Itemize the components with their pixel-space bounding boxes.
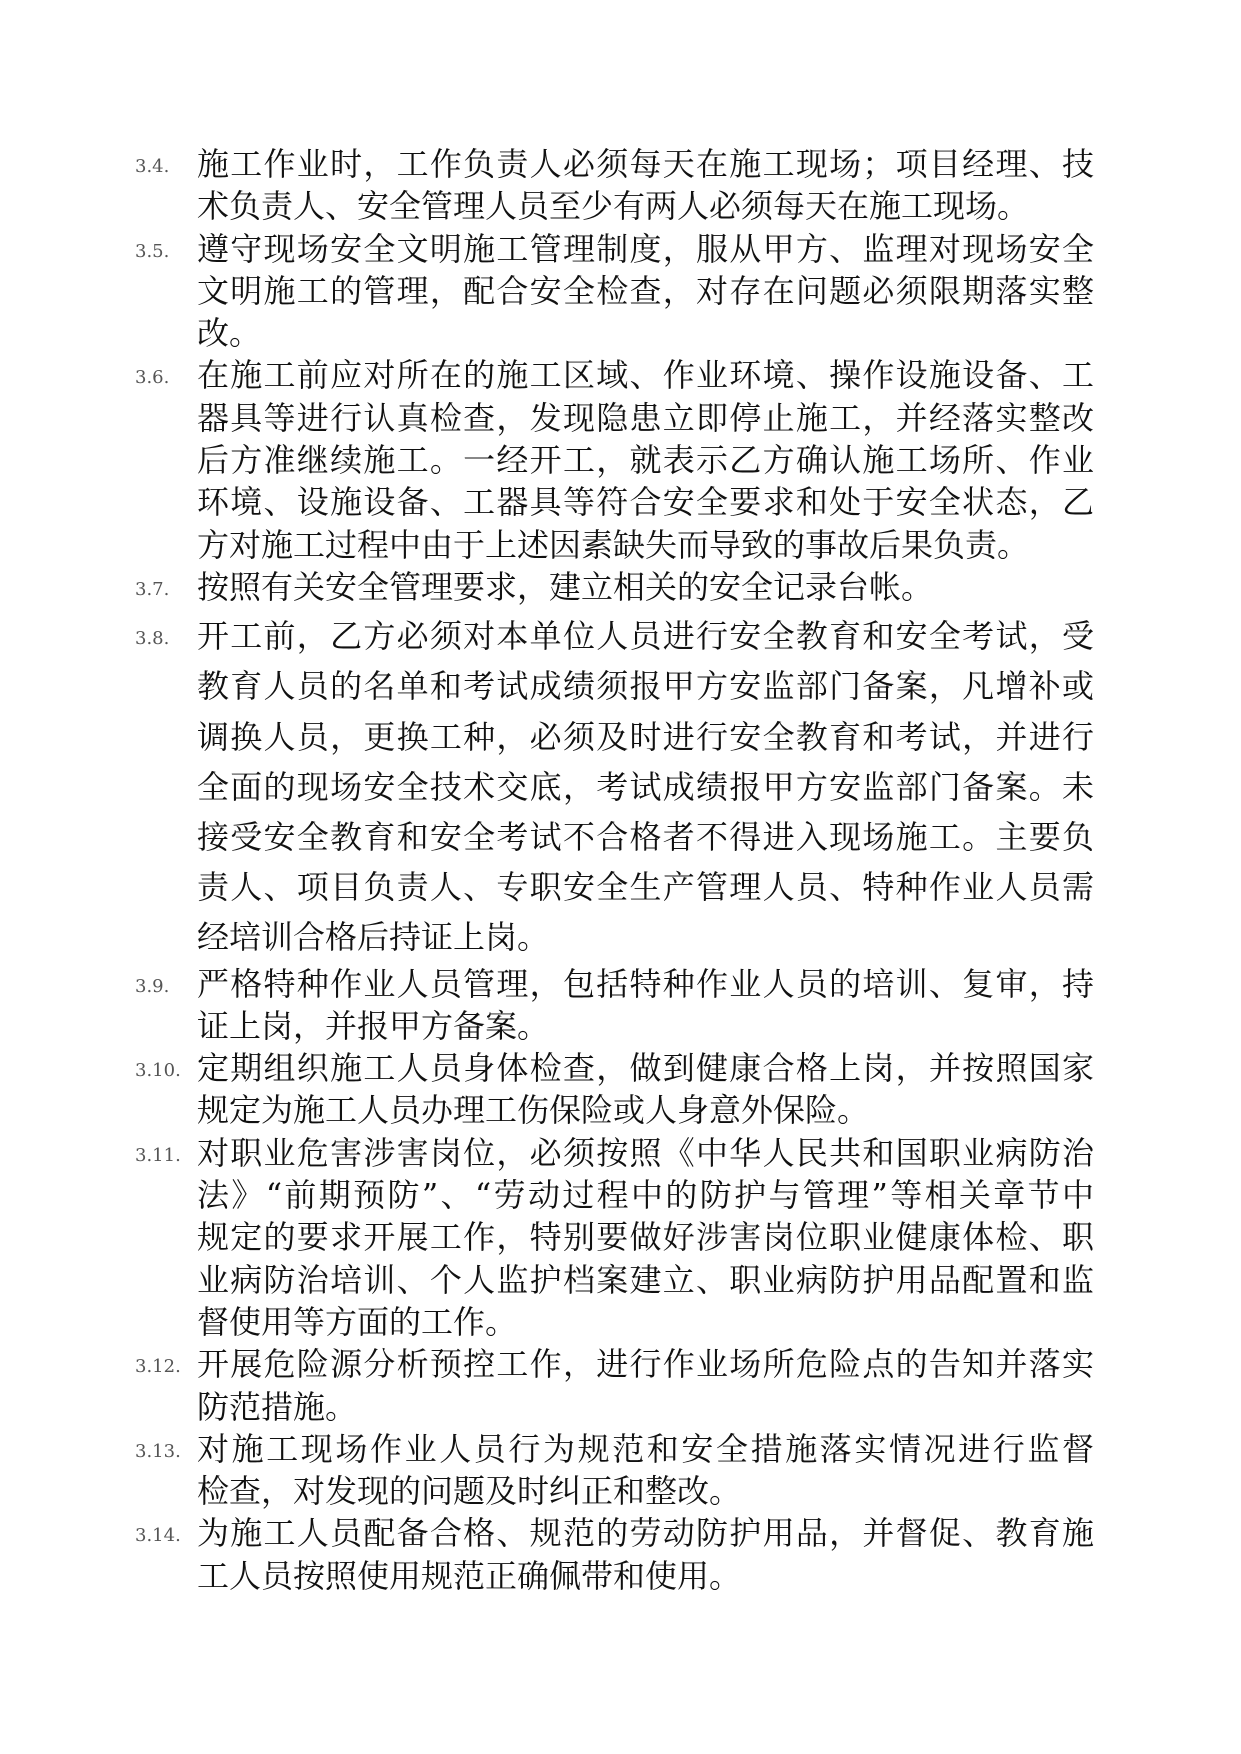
clause-item <box>135 611 1097 962</box>
clause-number: 3.4. <box>135 156 170 177</box>
clause-number: 3.5. <box>135 240 170 262</box>
clause-number: 3.14. <box>135 1525 181 1547</box>
clause-item <box>135 228 1097 355</box>
clause-item <box>135 1132 1097 1343</box>
clause-text-line: 施工作业时，工作负责人必须每天在施工现场；项目经理、技 <box>197 145 1094 183</box>
clause-text-line: 调换人员，更换工种，必须及时进行安全教育和考试，并进行 <box>197 717 1094 756</box>
clause-text-line: 法》“前期预防”、“劳动过程中的防护与管理”等相关章节中 <box>197 1176 1094 1215</box>
clause-text-line: 开展危险源分析预控工作，进行作业场所危险点的告知并落实 <box>197 1345 1094 1384</box>
clause-text-line: 责人、项目负责人、专职安全生产管理人员、特种作业人员需 <box>197 868 1094 907</box>
clause-text-line: 严格特种作业人员管理，包括特种作业人员的培训、复审，持 <box>197 964 1094 1003</box>
clause-number: 3.8. <box>135 628 170 650</box>
clause-text-line: 教育人员的名单和考试成绩须报甲方安监部门备案，凡增补或 <box>197 667 1094 706</box>
clause-number: 3.6. <box>135 367 170 389</box>
clause-text-line: 术负责人、安全管理人员至少有两人必须每天在施工现场。 <box>197 187 1030 226</box>
clause-text <box>197 566 1094 608</box>
clause-text <box>197 1132 1094 1343</box>
clause-text-line: 按照有关安全管理要求，建立相关的安全记录台帐。 <box>197 567 934 606</box>
clause-text-line: 防范措施。 <box>197 1387 358 1426</box>
clause-text-line: 环境、设施设备、工器具等符合安全要求和处于安全状态，乙 <box>197 483 1094 522</box>
clause-text <box>197 611 1094 962</box>
clause-text-line: 定期组织施工人员身体检查，做到健康合格上岗，并按照国家 <box>197 1049 1094 1088</box>
clause-text-line: 后方准继续施工。一经开工，就表示乙方确认施工场所、作业 <box>197 441 1094 480</box>
clause-item <box>135 963 1097 1048</box>
clause-text-line: 遵守现场安全文明施工管理制度，服从甲方、监理对现场安全 <box>197 229 1094 268</box>
clause-text-line: 改。 <box>197 314 262 353</box>
clause-text <box>197 1047 1094 1132</box>
clause-text-line: 对施工现场作业人员行为规范和安全措施落实情况进行监督 <box>197 1429 1094 1468</box>
clause-text <box>197 1428 1094 1513</box>
clause-item <box>135 1428 1097 1513</box>
clause-item <box>135 143 1097 228</box>
clause-item <box>135 1047 1097 1132</box>
clause-list <box>135 143 1097 1597</box>
clause-text-line: 检查，对发现的问题及时纠正和整改。 <box>197 1472 742 1511</box>
clause-text-line: 全面的现场安全技术交底，考试成绩报甲方安监部门备案。未 <box>197 767 1094 806</box>
clause-text <box>197 354 1094 565</box>
clause-text-line: 方对施工过程中由于上述因素缺失而导致的事故后果负责。 <box>197 525 1030 564</box>
clause-text-line: 为施工人员配备合格、规范的劳动防护用品，并督促、教育施 <box>197 1514 1094 1553</box>
clause-text <box>197 1343 1094 1428</box>
clause-text-line: 证上岗，并报甲方备案。 <box>197 1006 550 1045</box>
clause-text-line: 接受安全教育和安全考试不合格者不得进入现场施工。主要负 <box>197 818 1094 857</box>
clause-text <box>197 228 1094 355</box>
clause-text-line: 对职业危害涉害岗位，必须按照《中华人民共和国职业病防治 <box>197 1133 1094 1172</box>
clause-text-line: 规定的要求开展工作，特别要做好涉害岗位职业健康体检、职 <box>197 1218 1094 1257</box>
clause-number: 3.10. <box>135 1060 181 1082</box>
clause-text <box>197 143 1094 228</box>
clause-number: 3.11. <box>135 1144 181 1166</box>
clause-item <box>135 566 1097 611</box>
clause-text-line: 督使用等方面的工作。 <box>197 1302 518 1341</box>
clause-text-line: 文明施工的管理，配合安全检查，对存在问题必须限期落实整 <box>197 271 1094 310</box>
clause-item <box>135 354 1097 565</box>
clause-text <box>197 963 1094 1048</box>
clause-text-line: 在施工前应对所在的施工区域、作业环境、操作设施设备、工 <box>197 356 1094 395</box>
clause-number: 3.12. <box>135 1356 181 1378</box>
clause-number: 3.9. <box>135 975 170 997</box>
clause-item <box>135 1343 1097 1428</box>
clause-text <box>197 1512 1094 1597</box>
clause-text-line: 开工前，乙方必须对本单位人员进行安全教育和安全考试，受 <box>197 617 1094 656</box>
clause-text-line: 业病防治培训、个人监护档案建立、职业病防护用品配置和监 <box>197 1260 1094 1299</box>
clause-text-line: 经培训合格后持证上岗。 <box>197 918 550 957</box>
clause-item <box>135 1512 1097 1597</box>
clause-text-line: 规定为施工人员办理工伤保险或人身意外保险。 <box>197 1091 870 1130</box>
clause-number: 3.7. <box>135 578 170 600</box>
clause-text-line: 工人员按照使用规范正确佩带和使用。 <box>197 1556 742 1595</box>
clause-number: 3.13. <box>135 1440 181 1462</box>
clause-text-line: 器具等进行认真检查，发现隐患立即停止施工，并经落实整改 <box>197 398 1094 437</box>
